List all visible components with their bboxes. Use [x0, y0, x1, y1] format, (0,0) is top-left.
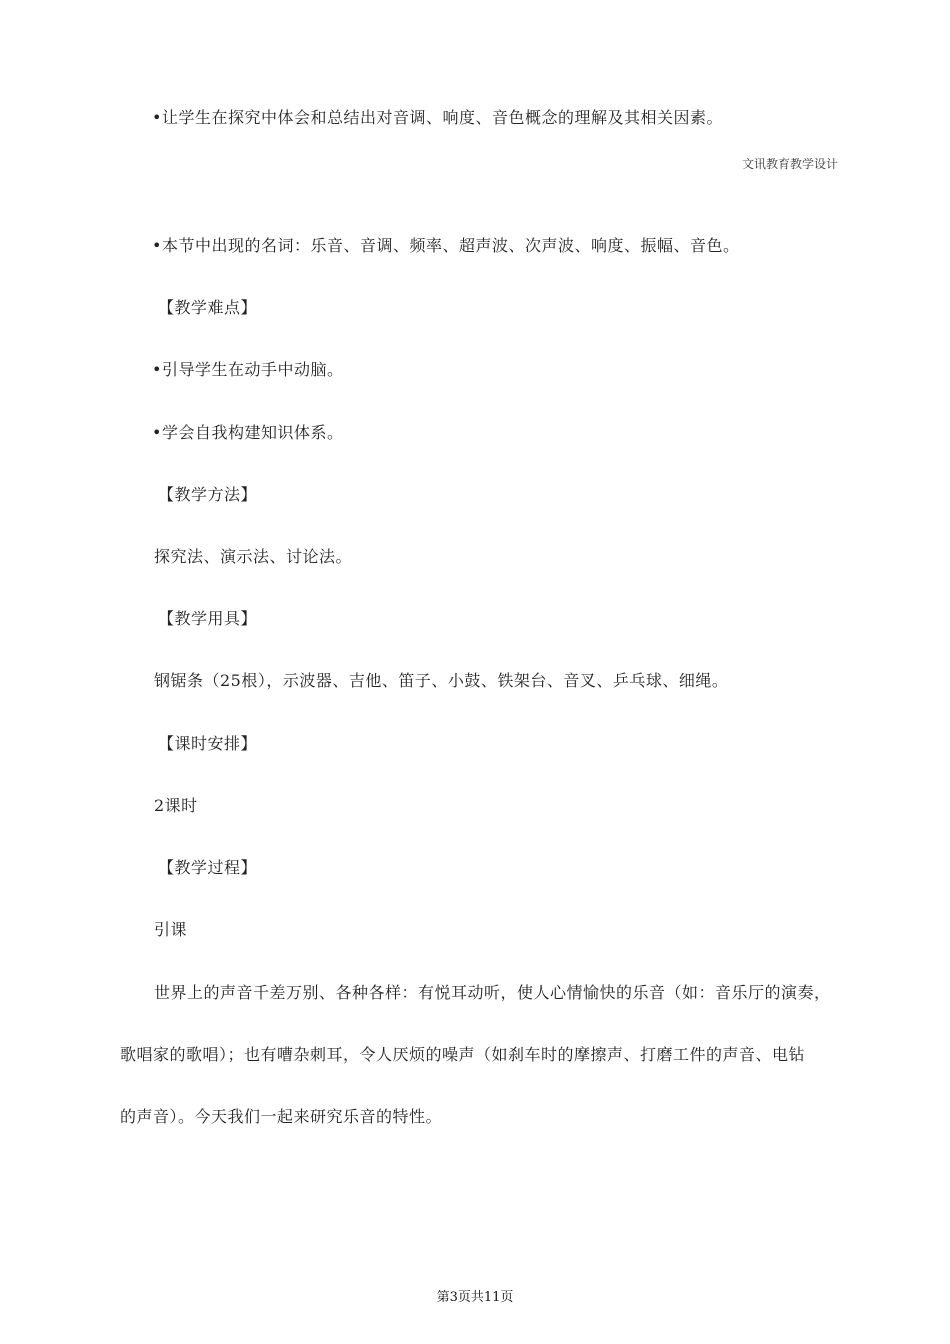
schedule-text: 2课时 [154, 796, 198, 815]
page-footer: 第3页共11页 [436, 1290, 514, 1305]
section-heading-schedule: 【课时安排】 [158, 734, 258, 753]
intro-label: 引课 [154, 920, 188, 939]
objective-bullet: •让学生在探究中体会和总结出对音调、响度、音色概念的理解及其相关因素。 [152, 108, 723, 127]
section-heading-difficulties: 【教学难点】 [158, 298, 258, 317]
section-heading-tools: 【教学用具】 [158, 609, 258, 628]
difficulty-bullet-2: •学会自我构建知识体系。 [152, 423, 344, 442]
body-paragraph-line-2: 歌唱家的歌唱）；也有嘈杂刺耳，令人厌烦的噪声（如刹车时的摩擦声、打磨工件的声音、电钻 [120, 1045, 806, 1064]
terms-bullet: •本节中出现的名词：乐音、音调、频率、超声波、次声波、响度、振幅、音色。 [152, 236, 740, 255]
methods-text: 探究法、演示法、讨论法。 [154, 547, 353, 566]
difficulty-bullet-1: •引导学生在动手中动脑。 [152, 360, 344, 379]
body-paragraph-line-1: 世界上的声音千差万别、各种各样：有悦耳动听，使人心情愉快的乐音（如：音乐厅的演奏， [154, 983, 831, 1002]
section-heading-methods: 【教学方法】 [158, 485, 258, 504]
header-note: 文讯教育教学设计 [741, 157, 838, 171]
tools-text: 钢锯条（25根），示波器、吉他、笛子、小鼓、铁架台、音叉、乒乓球、细绳。 [154, 671, 729, 690]
section-heading-process: 【教学过程】 [158, 858, 258, 877]
body-paragraph-line-3: 的声音）。今天我们一起来研究乐音的特性。 [120, 1107, 443, 1126]
